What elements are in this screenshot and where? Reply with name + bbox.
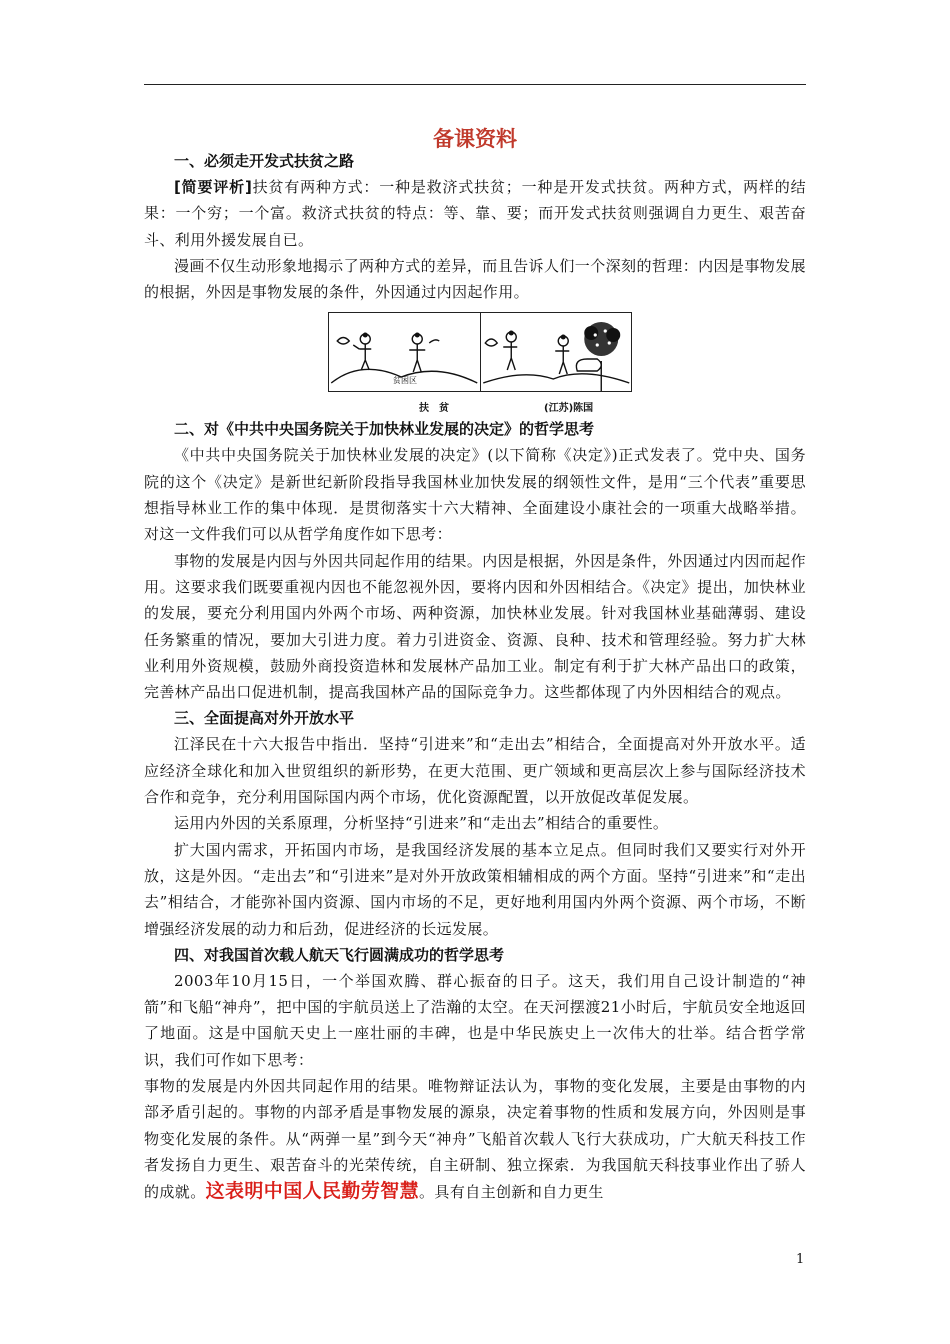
section-1-heading: 一、必须走开发式扶贫之路 — [174, 152, 355, 170]
section-4-paragraph-1: 2003年10月15日，一个举国欢腾、群心振奋的日子。这天，我们用自己设计制造的“神箭”和飞船“神舟”，把中国的宇航员送上了浩瀚的太空。在天河摆渡21小时后，宇航员安全地返回了地面。这是中国航天史上一座壮丽的丰碑，也是中华民族史上一次伟大的壮举。结合哲学常识，我们可作如下思考： — [144, 971, 806, 1069]
highlighted-phrase: 这表明中国人民勤劳智慧 — [205, 1180, 420, 1203]
page-title: 备课资料 — [433, 127, 517, 151]
section-3-paragraph-2: 运用内外因的关系原理，分析坚持“引进来”和“走出去”相结合的重要性。 — [174, 814, 669, 833]
section-2-paragraph-1: 《中共中央国务院关于加快林业发展的决定》(以下简称《决定》)正式发表了。党中央、国务院的这个《决定》是新世纪新阶段指导我国林业加快发展的纲领性文件，是用“三个代表”重要思想指导林业工作的集中体现．是贯彻落实十六大精神、全面建设小康社会的一项重大战略举措。对这一文件我们可以从哲学角度作如下思考： — [144, 446, 806, 544]
section-3-paragraph-3: 扩大国内需求，开拓国内市场，是我国经济发展的基本立足点。但同时我们又要实行对外开放，这是外因。“走出去”和“引进来”是对外开放政策相辅相成的两个方面。坚持“引进来”和“走出去”相结合，才能弥补国内资源、国内市场的不足，更好地利用国内外两个资源、两个市场，不断增强经济发展的动力和后劲，促进经济的长远发展。 — [144, 840, 806, 938]
cartoon-figure — [328, 312, 632, 392]
analysis-tag: [简要评析] — [174, 178, 253, 196]
cartoon-panel-right — [480, 313, 632, 391]
figure-credit: (江苏)陈国 — [544, 403, 594, 415]
page-number: 1 — [796, 1252, 805, 1267]
cartoon-area-label: 贫困区 — [393, 376, 417, 386]
figure-title: 扶贫 — [419, 403, 459, 415]
section-4-paragraph-2-text: 事物的发展是内外因共同起作用的结果。唯物辩证法认为，事物的变化发展，主要是由事物的内部矛盾引起的。事物的内部矛盾是事物发展的源泉，决定着事物的性质和发展方向，外因则是事物变化发展的条件。从“两弹一星”到今天“神舟”飞船首次载人飞行大获成功，广大航天科技工作者发扬自力更生、艰苦奋斗的光荣传统，自主研制、独立探索．为我国航天科技事业作出了骄人的成就。 — [144, 1077, 806, 1202]
section-4-heading: 四、对我国首次载人航天飞行圆满成功的哲学思考 — [174, 945, 505, 964]
section-4-paragraph-2 — [144, 1073, 806, 1205]
section-3-paragraph-1: 江泽民在十六大报告中指出．坚持“引进来”和“走出去”相结合，全面提高对外开放水平。适应经济全球化和加入世贸组织的新形势，在更大范围、更广领域和更高层次上参与国际经济技术合作和竞争，充分利用国际国内两个市场，优化资源配置，以开放促改革促发展。 — [144, 735, 806, 807]
section-2-paragraph-2: 事物的发展是内因与外因共同起作用的结果。内因是根据，外因是条件，外因通过内因而起作用。这要求我们既要重视内因也不能忽视外因，要将内因和外因相结合。《决定》提出，加快林业的发展，要充分利用国内外两个市场、两种资源，加快林业发展。针对我国林业基础薄弱、建设任务繁重的情况，要加大引进力度。着力引进资金、资源、良种、技术和管理经验。努力扩大林业利用外资规模，鼓励外商投资造林和发展林产品加工业。制定有利于扩大林产品出口的政策，完善林产品出口促进机制，提高我国林产品的国际竞争力。这些都体现了内外因相结合的观点。 — [144, 551, 806, 702]
section-4-paragraph-2-tail: 。具有自主创新和自力更生 — [419, 1183, 604, 1202]
document-body — [144, 148, 806, 1206]
section-1-paragraph-1-text: 扶贫有两种方式：一种是救济式扶贫；一种是开发式扶贫。两种方式，两样的结果：一个穷；一个富。救济式扶贫的特点：等、靠、要；而开发式扶贫则强调自力更生、艰苦奋斗、利用外援发展自已。 — [144, 178, 806, 249]
figure-caption — [144, 392, 806, 416]
cartoon-panel-left — [329, 313, 480, 391]
section-1-paragraph-1 — [144, 174, 806, 253]
header-rule — [144, 84, 806, 85]
cartoon-right-drawing — [481, 313, 632, 391]
section-1-paragraph-2: 漫画不仅生动形象地揭示了两种方式的差异，而且告诉人们一个深刻的哲理：内因是事物发展的根据，外因是事物发展的条件，外因通过内因起作用。 — [144, 256, 806, 302]
section-2-heading: 二、对《中共中央国务院关于加快林业发展的决定》的哲学思考 — [174, 420, 595, 439]
section-3-heading: 三、全面提高对外开放水平 — [174, 709, 355, 728]
